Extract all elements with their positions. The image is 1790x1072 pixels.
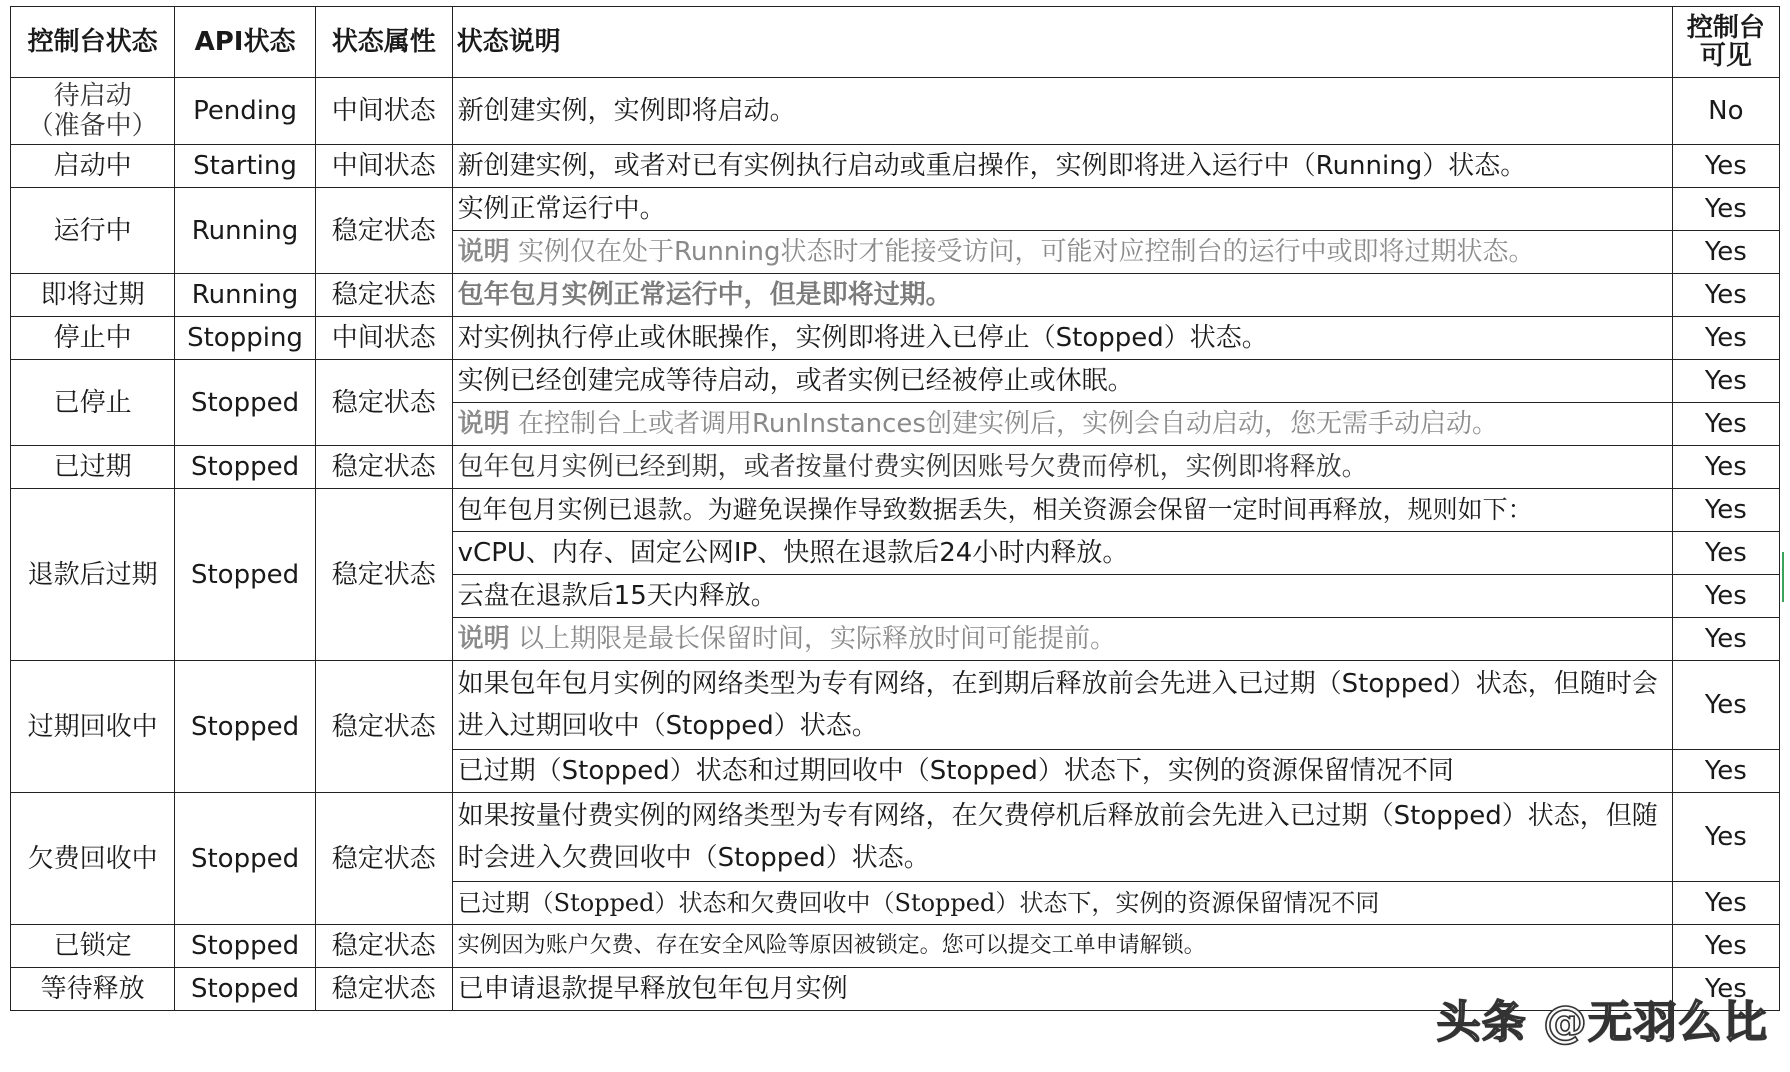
console-state-cell: 等待释放 [11, 968, 175, 1011]
watermark: 头条 @无羽么比 [1436, 997, 1768, 1048]
console-state-cell: 已停止 [11, 360, 175, 446]
description-cell: 如果按量付费实例的网络类型为专有网络，在欠费停机后释放前会先进入已过期（Stopped）状态，但随时会进入欠费回收中（Stopped）状态。 [452, 793, 1672, 882]
description-cell: 已申请退款提早释放包年包月实例 [452, 968, 1672, 1011]
console-state-cell: 已过期 [11, 446, 175, 489]
table-row [11, 317, 1780, 360]
console-state-cell: 运行中 [11, 188, 175, 274]
table-row [11, 489, 1780, 532]
visible-cell: Yes [1672, 661, 1779, 750]
table-row [11, 446, 1780, 489]
console-state-cell: 退款后过期 [11, 489, 175, 661]
table-row [11, 188, 1780, 231]
description-cell: 包年包月实例正常运行中，但是即将过期。 [452, 274, 1672, 317]
table-row [11, 78, 1780, 145]
cell-selection-edge [1782, 552, 1790, 602]
table-row [11, 925, 1780, 968]
header-console-state: 控制台状态 [11, 7, 175, 78]
visible-cell: Yes [1672, 403, 1779, 446]
description-cell: 实例已经创建完成等待启动，或者实例已经被停止或休眠。 [452, 360, 1672, 403]
table-row [11, 145, 1780, 188]
api-state-cell: Stopped [175, 793, 315, 925]
attribute-cell: 稳定状态 [315, 925, 452, 968]
table-row [11, 274, 1780, 317]
api-state-cell: Stopping [175, 317, 315, 360]
api-state-cell: Stopped [175, 925, 315, 968]
table-row [11, 793, 1780, 882]
description-cell: 包年包月实例已退款。为避免误操作导致数据丢失，相关资源会保留一定时间再释放，规则如下： [452, 489, 1672, 532]
table-row [11, 661, 1780, 750]
visible-cell: Yes [1672, 360, 1779, 403]
api-state-cell: Starting [175, 145, 315, 188]
header-description: 状态说明 [452, 7, 1672, 78]
api-state-cell: Stopped [175, 446, 315, 489]
attribute-cell: 稳定状态 [315, 968, 452, 1011]
note-label: 说明 [457, 624, 510, 654]
api-state-cell: Stopped [175, 489, 315, 661]
note-text: 在控制台上或者调用RunInstances创建实例后，实例会自动启动，您无需手动启动。 [517, 409, 1498, 439]
note-label: 说明 [457, 409, 510, 439]
note-text: 以上期限是最长保留时间，实际释放时间可能提前。 [517, 624, 1116, 654]
header-api-state: API状态 [175, 7, 315, 78]
api-state-cell: Running [175, 188, 315, 274]
console-state-cell: 已锁定 [11, 925, 175, 968]
visible-cell: Yes [1672, 317, 1779, 360]
table-row [11, 360, 1780, 403]
note-cell [452, 403, 1672, 446]
visible-cell: Yes [1672, 188, 1779, 231]
description-cell: 已过期（Stopped）状态和过期回收中（Stopped）状态下，实例的资源保留情况不同 [452, 750, 1672, 793]
visible-cell: Yes [1672, 231, 1779, 274]
visible-cell: Yes [1672, 145, 1779, 188]
description-cell: 云盘在退款后15天内释放。 [452, 575, 1672, 618]
console-state-cell: 过期回收中 [11, 661, 175, 793]
attribute-cell: 中间状态 [315, 145, 452, 188]
attribute-cell: 稳定状态 [315, 793, 452, 925]
visible-cell: Yes [1672, 575, 1779, 618]
description-cell: 如果包年包月实例的网络类型为专有网络，在到期后释放前会先进入已过期（Stopped）状态，但随时会进入过期回收中（Stopped）状态。 [452, 661, 1672, 750]
note-text: 实例仅在处于Running状态时才能接受访问，可能对应控制台的运行中或即将过期状态。 [517, 237, 1535, 267]
note-cell [452, 231, 1672, 274]
console-state-cell: 停止中 [11, 317, 175, 360]
attribute-cell: 稳定状态 [315, 446, 452, 489]
description-cell: 已过期（Stopped）状态和欠费回收中（Stopped）状态下，实例的资源保留情况不同 [452, 882, 1672, 925]
console-state-cell: 欠费回收中 [11, 793, 175, 925]
description-cell: 实例因为账户欠费、存在安全风险等原因被锁定。您可以提交工单申请解锁。 [452, 925, 1672, 968]
description-cell: vCPU、内存、固定公网IP、快照在退款后24小时内释放。 [452, 532, 1672, 575]
api-state-cell: Running [175, 274, 315, 317]
attribute-cell: 稳定状态 [315, 661, 452, 793]
attribute-cell: 稳定状态 [315, 274, 452, 317]
api-state-cell: Stopped [175, 661, 315, 793]
note-cell [452, 618, 1672, 661]
api-state-cell: Pending [175, 78, 315, 145]
attribute-cell: 稳定状态 [315, 188, 452, 274]
api-state-cell: Stopped [175, 968, 315, 1011]
visible-cell: Yes [1672, 793, 1779, 882]
visible-cell: Yes [1672, 532, 1779, 575]
header-attribute: 状态属性 [315, 7, 452, 78]
visible-cell: Yes [1672, 618, 1779, 661]
attribute-cell: 中间状态 [315, 78, 452, 145]
header-console-visible: 控制台 可见 [1672, 7, 1779, 78]
console-state-cell: 启动中 [11, 145, 175, 188]
description-cell: 实例正常运行中。 [452, 188, 1672, 231]
description-cell: 包年包月实例已经到期，或者按量付费实例因账号欠费而停机，实例即将释放。 [452, 446, 1672, 489]
visible-cell: Yes [1672, 925, 1779, 968]
note-label: 说明 [457, 237, 510, 267]
attribute-cell: 稳定状态 [315, 489, 452, 661]
visible-cell: Yes [1672, 882, 1779, 925]
header-row [11, 7, 1780, 78]
api-state-cell: Stopped [175, 360, 315, 446]
visible-cell: Yes [1672, 968, 1779, 1011]
description-cell: 新创建实例，实例即将启动。 [452, 78, 1672, 145]
console-state-cell: 即将过期 [11, 274, 175, 317]
visible-cell: Yes [1672, 489, 1779, 532]
attribute-cell: 稳定状态 [315, 360, 452, 446]
visible-cell: Yes [1672, 274, 1779, 317]
description-cell: 对实例执行停止或休眠操作，实例即将进入已停止（Stopped）状态。 [452, 317, 1672, 360]
visible-cell: No [1672, 78, 1779, 145]
console-state-cell: 待启动 （准备中） [11, 78, 175, 145]
description-cell: 新创建实例，或者对已有实例执行启动或重启操作，实例即将进入运行中（Running）状态。 [452, 145, 1672, 188]
visible-cell: Yes [1672, 446, 1779, 489]
visible-cell: Yes [1672, 750, 1779, 793]
instance-state-table [10, 6, 1780, 1011]
attribute-cell: 中间状态 [315, 317, 452, 360]
